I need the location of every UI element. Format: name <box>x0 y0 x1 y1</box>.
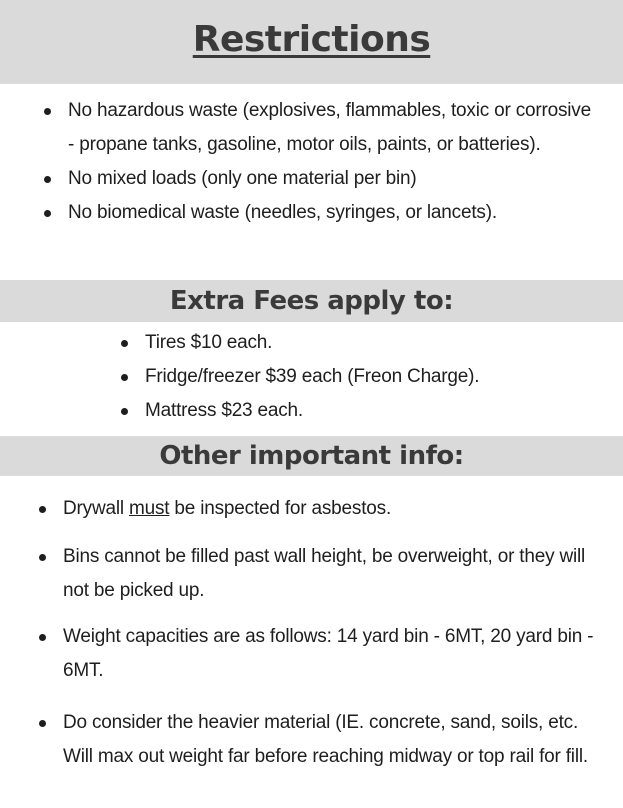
list-item: No hazardous waste (explosives, flammables, toxic or corrosive - propane tanks, gasoline, motor oils, paints, or batteries). <box>68 94 598 162</box>
other-info-title: Other important info: <box>159 441 464 471</box>
restrictions-title <box>0 16 623 64</box>
drywall-text-after: be inspected for asbestos. <box>169 498 392 519</box>
list-item <box>63 492 598 526</box>
extra-fees-list <box>145 326 585 428</box>
drywall-emphasis: must <box>128 498 170 519</box>
list-item: No biomedical waste (needles, syringes, or lancets). <box>68 196 598 230</box>
list-item: No mixed loads (only one material per bin) <box>68 162 598 196</box>
list-item: Do consider the heavier material (IE. concrete, sand, soils, etc. Will max out weight far before reaching midway or top rail for fill. <box>63 706 598 774</box>
list-item: Bins cannot be filled past wall height, be overweight, or they will not be picked up. <box>63 540 598 608</box>
list-item: Weight capacities are as follows: 14 yard bin - 6MT, 20 yard bin - 6MT. <box>63 620 598 688</box>
restrictions-title-text: Restrictions <box>192 19 431 60</box>
drywall-text-before: Drywall <box>63 498 129 519</box>
list-item: Fridge/freezer $39 each (Freon Charge). <box>145 360 585 394</box>
restrictions-list <box>68 94 598 230</box>
other-info-list <box>63 492 598 774</box>
list-item: Mattress $23 each. <box>145 394 585 428</box>
extra-fees-title: Extra Fees apply to: <box>169 286 454 316</box>
list-item: Tires $10 each. <box>145 326 585 360</box>
